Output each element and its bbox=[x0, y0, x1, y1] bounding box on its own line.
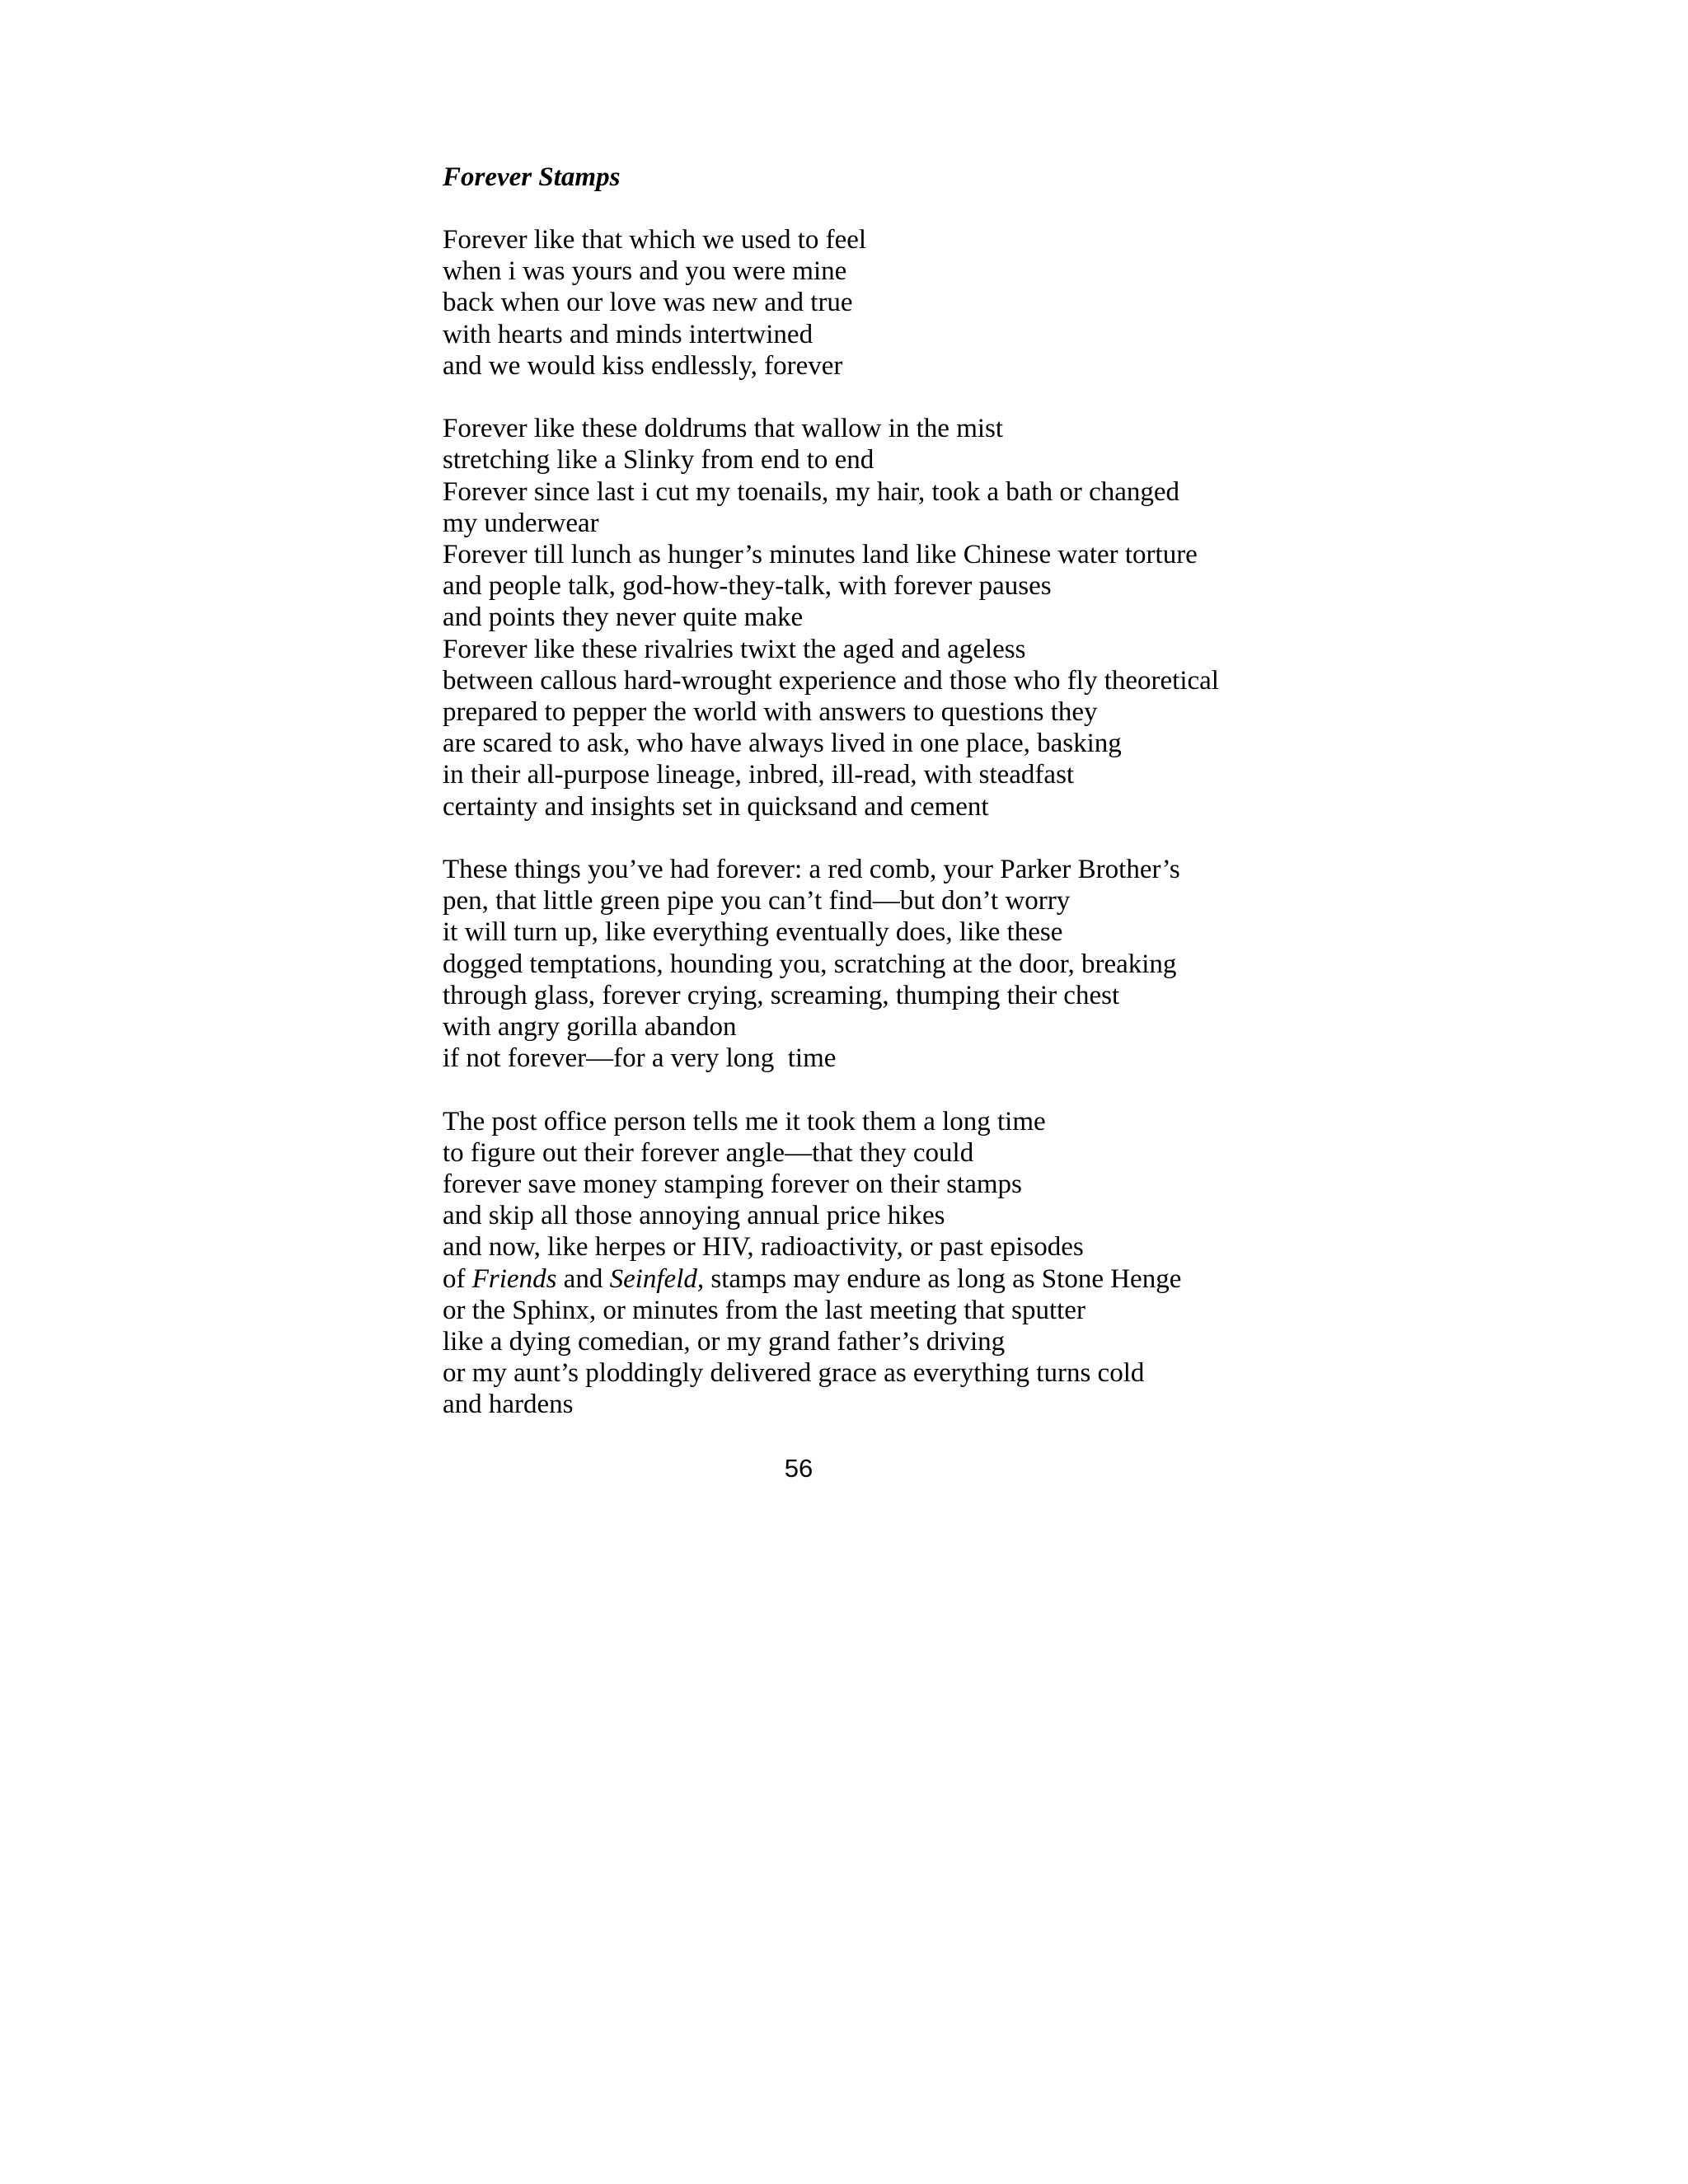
poem-line: and people talk, god-how-they-talk, with forever pauses bbox=[443, 571, 1052, 602]
poem-line: and skip all those annoying annual price hikes bbox=[443, 1201, 945, 1231]
poem-line: between callous hard-wrought experience and those who fly theoretical bbox=[443, 665, 1219, 696]
stanza-2 bbox=[443, 413, 1316, 823]
poem-title: Forever Stamps bbox=[443, 162, 621, 192]
poem-line: Forever till lunch as hunger’s minutes land like Chinese water torture bbox=[443, 540, 1198, 570]
stanza-3 bbox=[443, 854, 1316, 1074]
italic-title-seinfeld: Seinfeld, bbox=[609, 1263, 705, 1294]
poem-line: and we would kiss endlessly, forever bbox=[443, 350, 843, 381]
poem-line: in their all-purpose lineage, inbred, ill-read, with steadfast bbox=[443, 760, 1075, 790]
poem-line: or the Sphinx, or minutes from the last meeting that sputter bbox=[443, 1295, 1085, 1325]
poem-line: my underwear bbox=[443, 508, 599, 538]
poem-line: Forever like that which we used to feel bbox=[443, 225, 867, 255]
poem-line: Forever since last i cut my toenails, my hair, took a bath or changed bbox=[443, 476, 1180, 507]
poem-line: forever save money stamping forever on their stamps bbox=[443, 1169, 1022, 1200]
stanza-4 bbox=[443, 1106, 1316, 1421]
poem-line: if not forever—for a very long time bbox=[443, 1043, 837, 1074]
line-text: of bbox=[443, 1263, 472, 1294]
line-text: and bbox=[556, 1263, 610, 1294]
poem-line: to figure out their forever angle—that they could bbox=[443, 1137, 974, 1168]
poem-line: and hardens bbox=[443, 1390, 574, 1420]
poem bbox=[443, 162, 1316, 1452]
poem-line: or my aunt’s ploddingly delivered grace as everything turns cold bbox=[443, 1358, 1145, 1389]
poem-line: when i was yours and you were mine bbox=[443, 256, 847, 287]
poem-line: Forever like these rivalries twixt the aged and ageless bbox=[443, 634, 1026, 664]
poem-line: are scared to ask, who have always lived in one place, basking bbox=[443, 729, 1122, 759]
poem-line: through glass, forever crying, screaming, thumping their chest bbox=[443, 980, 1120, 1010]
poem-line: back when our love was new and true bbox=[443, 288, 853, 318]
poem-line: with hearts and minds intertwined bbox=[443, 319, 814, 349]
poem-line: These things you’ve had forever: a red comb, your Parker Brother’s bbox=[443, 855, 1180, 885]
poem-line: certainty and insights set in quicksand and cement bbox=[443, 791, 989, 822]
poem-line-mixed bbox=[443, 1263, 1316, 1295]
poem-line: stretching like a Slinky from end to end bbox=[443, 445, 874, 476]
poem-line: dogged temptations, hounding you, scratching at the door, breaking bbox=[443, 949, 1177, 979]
poem-line: like a dying comedian, or my grand father’s driving bbox=[443, 1327, 1006, 1357]
poem-line: pen, that little green pipe you can’t find—but don’t worry bbox=[443, 886, 1071, 916]
poem-line: with angry gorilla abandon bbox=[443, 1012, 737, 1043]
page-number: 56 bbox=[784, 1454, 814, 1483]
poem-line: prepared to pepper the world with answers to questions they bbox=[443, 697, 1098, 728]
italic-title-friends: Friends bbox=[471, 1263, 557, 1294]
poem-line: it will turn up, like everything eventually does, like these bbox=[443, 917, 1063, 948]
line-text: stamps may endure as long as Stone Henge bbox=[704, 1263, 1182, 1294]
poem-line: The post office person tells me it took them a long time bbox=[443, 1106, 1046, 1137]
poem-line: Forever like these doldrums that wallow in the mist bbox=[443, 414, 1004, 444]
poem-line: and now, like herpes or HIV, radioactivity, or past episodes bbox=[443, 1232, 1084, 1263]
stanza-1 bbox=[443, 224, 1316, 382]
poem-line: and points they never quite make bbox=[443, 602, 804, 633]
